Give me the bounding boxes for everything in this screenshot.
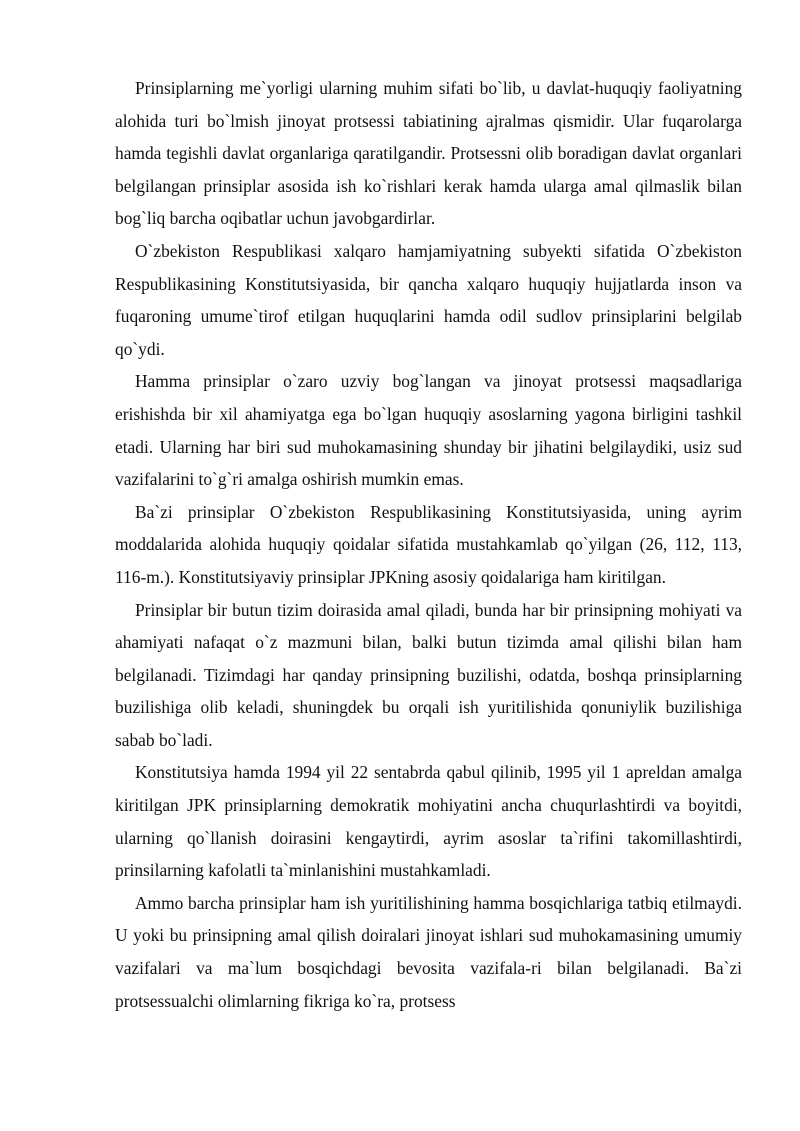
paragraph-2: O`zbekiston Respublikasi xalqaro hamjamiyatning subyekti sifatida O`zbekiston Respublikasining Konstitutsiyasida, bir qancha xalqaro huquqiy hujjatlarda inson va fuqaroning umume`tirof etilgan huquqlarini hamda odil sudlov prinsiplarini belgilab qo`ydi. <box>115 240 742 359</box>
paragraph-4: Ba`zi prinsiplar O`zbekiston Respublikasining Konstitutsiyasida, uning ayrim moddalarida alohida huquqiy qoidalar sifatida mustahkamlab qo`yilgan (26, 112, 113, 116-m.). Konstitutsiyaviy prinsiplar JPKning asosiy qoidalariga ham kiritilgan. <box>115 501 742 587</box>
paragraph-6: Konstitutsiya hamda 1994 yil 22 sentabrda qabul qilinib, 1995 yil 1 apreldan amalga kiritilgan JPK prinsiplarning demokratik mohiyatini ancha chuqurlashtirdi va boyitdi, ularning qo`llanish doirasini kengaytirdi, ayrim asoslar ta`rifini takomillashtirdi, prinsilarning kafolatli ta`minlanishini mustahkamladi. <box>115 762 742 881</box>
paragraph-5: Prinsiplar bir butun tizim doirasida amal qiladi, bunda har bir prinsipning mohiyati va ahamiyati nafaqat o`z mazmuni bilan, balki butun tizimda amal qilishi bilan ham belgilanadi. Tizimdagi har qanday prinsipning buzilishi, odatda, boshqa prinsiplarning buzilishiga olib keladi, shuningdek bu orqali ish yuritilishida qonuniylik buzilishiga sabab bo`ladi. <box>115 599 742 750</box>
paragraph-3: Hamma prinsiplar o`zaro uzviy bog`langan va jinoyat protsessi maqsadlariga erishishda bir xil ahamiyatga ega bo`lgan huquqiy asoslarning yagona birligini tashkil etadi. Ularning har biri sud muhokamasining shunday bir jihatini belgilaydiki, usiz sud vazifalarini to`g`ri amalga oshirish mumkin emas. <box>115 371 742 490</box>
paragraph-1: Prinsiplarning me`yorligi ularning muhim sifati bo`lib, u davlat-huquqiy faoliyatning alohida turi bo`lmish jinoyat protsessi tabiatining ajralmas qismidir. Ular fuqarolarga hamda tegishli davlat organlariga qaratilgandir. Protsessni olib boradigan davlat organlari belgilangan prinsiplar asosida ish ko`rishlari kerak hamda ularga amal qilmaslik bilan bog`liq barcha oqibatlar uchun javobgardirlar. <box>115 78 742 229</box>
document-page <box>115 72 742 1017</box>
paragraph-7: Ammo barcha prinsiplar ham ish yuritilishining hamma bosqichlariga tatbiq etilmaydi. U yoki bu prinsipning amal qilish doiralari jinoyat ishlari sud muhokamasining umumiy vazifalari va ma`lum bosqichdagi bevosita vazifala-ri bilan belgilanadi. Ba`zi protsessualchi olimlarning fikriga ko`ra, protsess <box>115 892 742 1011</box>
